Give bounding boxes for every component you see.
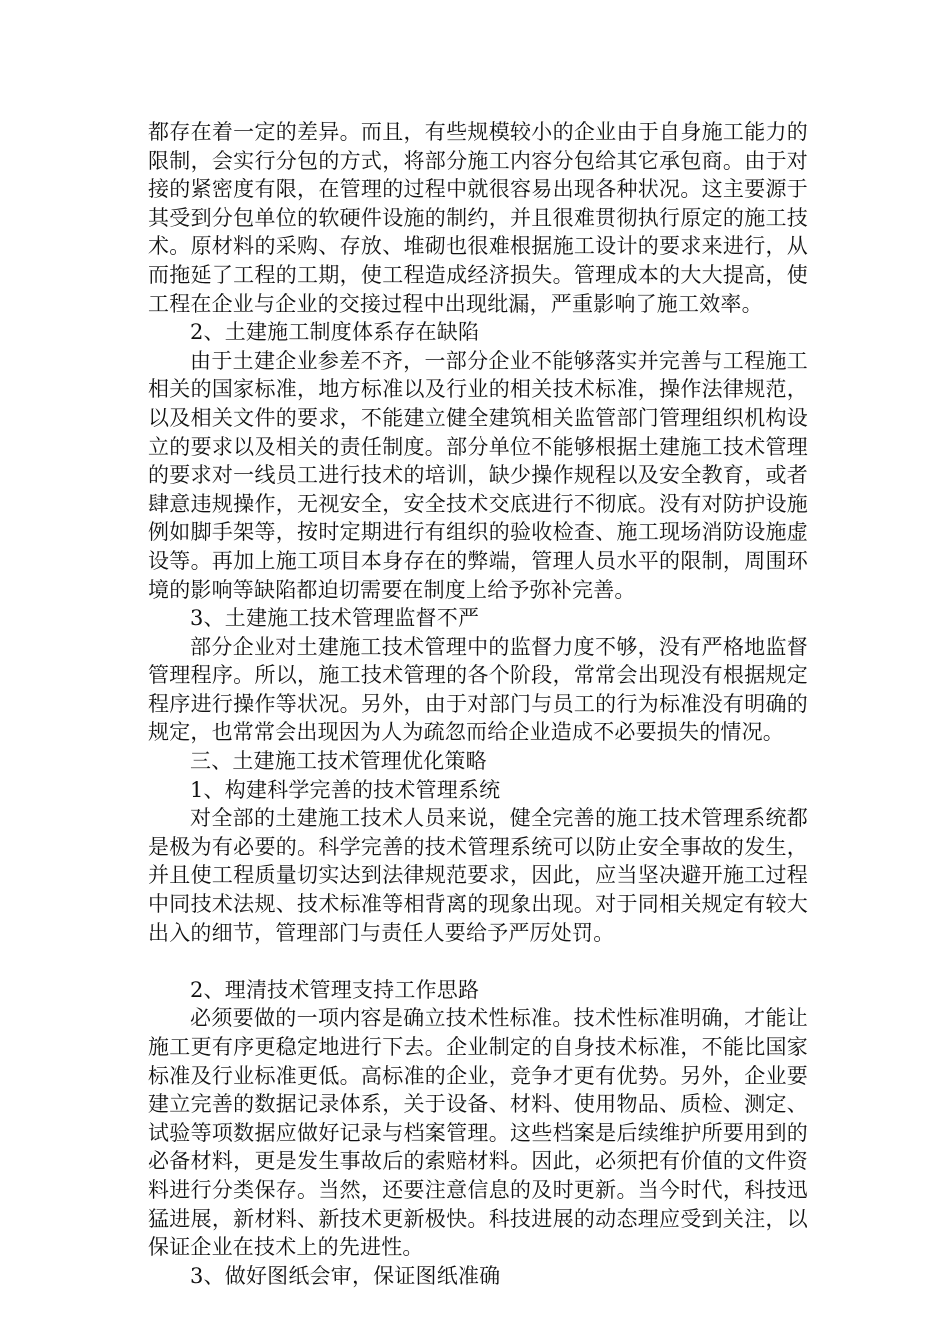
subsection-heading-3: 3、做好图纸会审，保证图纸准确 [190, 1263, 501, 1288]
section-heading-3: 3、土建施工技术管理监督不严 [190, 606, 480, 631]
paragraph-continuation: 都存在着一定的差异。而且，有些规模较小的企业由于自身施工能力的限制，会实行分包的方式，将部分施工内容分包给其它承包商。由于对接的紧密度有限，在管理的过程中就很容易出现各种状况。这主要源于其受到分包单位的软硬件设施的制约，并且很难贯彻执行原定的施工技术。原材料的采购、存放、堆砌也很难根据施工设计的要求来进行，从而拖延了工程的工期，使工程造成经济损失。管理成本的大大提高，使工程在企业与企业的交接过程中出现纰漏，严重影响了施工效率。 [148, 120, 808, 316]
subsection-heading-2: 2、理清技术管理支持工作思路 [190, 977, 480, 1002]
paragraph-supervision: 部分企业对土建施工技术管理中的监督力度不够，没有严格地监督管理程序。所以，施工技术管理的各个阶段，常常会出现没有根据规定程序进行操作等状况。另外，由于对部门与员工的行为标准没有明确的规定，也常常会出现因为人为疏忽而给企业造成不必要损失的情况。 [148, 634, 808, 745]
blank-line [148, 947, 808, 976]
subsection-heading-1: 1、构建科学完善的技术管理系统 [190, 777, 501, 802]
paragraph-technical-standards: 必须要做的一项内容是确立技术性标准。技术性标准明确，才能让施工更有序更稳定地进行下去。企业制定的自身技术标准，不能比国家标准及行业标准更低。高标准的企业，竞争才更有优势。另外，企业要建立完善的数据记录体系，关于设备、材料、使用物品、质检、测定、试验等项数据应做好记录与档案管理。这些档案是后续维护所要用到的必备材料，更是发生事故后的索赔材料。因此，必须把有价值的文件资料进行分类保存。当然，还要注意信息的及时更新。当今时代，科技迅猛进展，新材料、新技术更新极快。科技进展的动态理应受到关注，以保证企业在技术上的先进性。 [148, 1006, 808, 1260]
chapter-heading-3: 三、土建施工技术管理优化策略 [190, 749, 487, 774]
paragraph-system-defects: 由于土建企业参差不齐，一部分企业不能够落实并完善与工程施工相关的国家标准，地方标准以及行业的相关技术标准，操作法律规范，以及相关文件的要求，不能建立健全建筑相关监管部门管理组织机构设立的要求以及相关的责任制度。部分单位不能够根据土建施工技术管理的要求对一线员工进行技术的培训，缺少操作规程以及安全教育，或者肆意违规操作，无视安全，安全技术交底进行不彻底。没有对防护设施例如脚手架等，按时定期进行有组织的验收检查、施工现场消防设施虚设等。再加上施工项目本身存在的弊端，管理人员水平的限制，周围环境的影响等缺陷都迫切需要在制度上给予弥补完善。 [148, 348, 808, 602]
section-heading-2: 2、土建施工制度体系存在缺陷 [190, 320, 480, 345]
document-body [148, 118, 808, 1290]
paragraph-management-system: 对全部的土建施工技术人员来说，健全完善的施工技术管理系统都是极为有必要的。科学完善的技术管理系统可以防止安全事故的发生，并且使工程质量切实达到法律规范要求，因此，应当坚决避开施工过程中同技术法规、技术标准等相背离的现象出现。对于同相关规定有较大出入的细节，管理部门与责任人要给予严厉处罚。 [148, 806, 808, 945]
